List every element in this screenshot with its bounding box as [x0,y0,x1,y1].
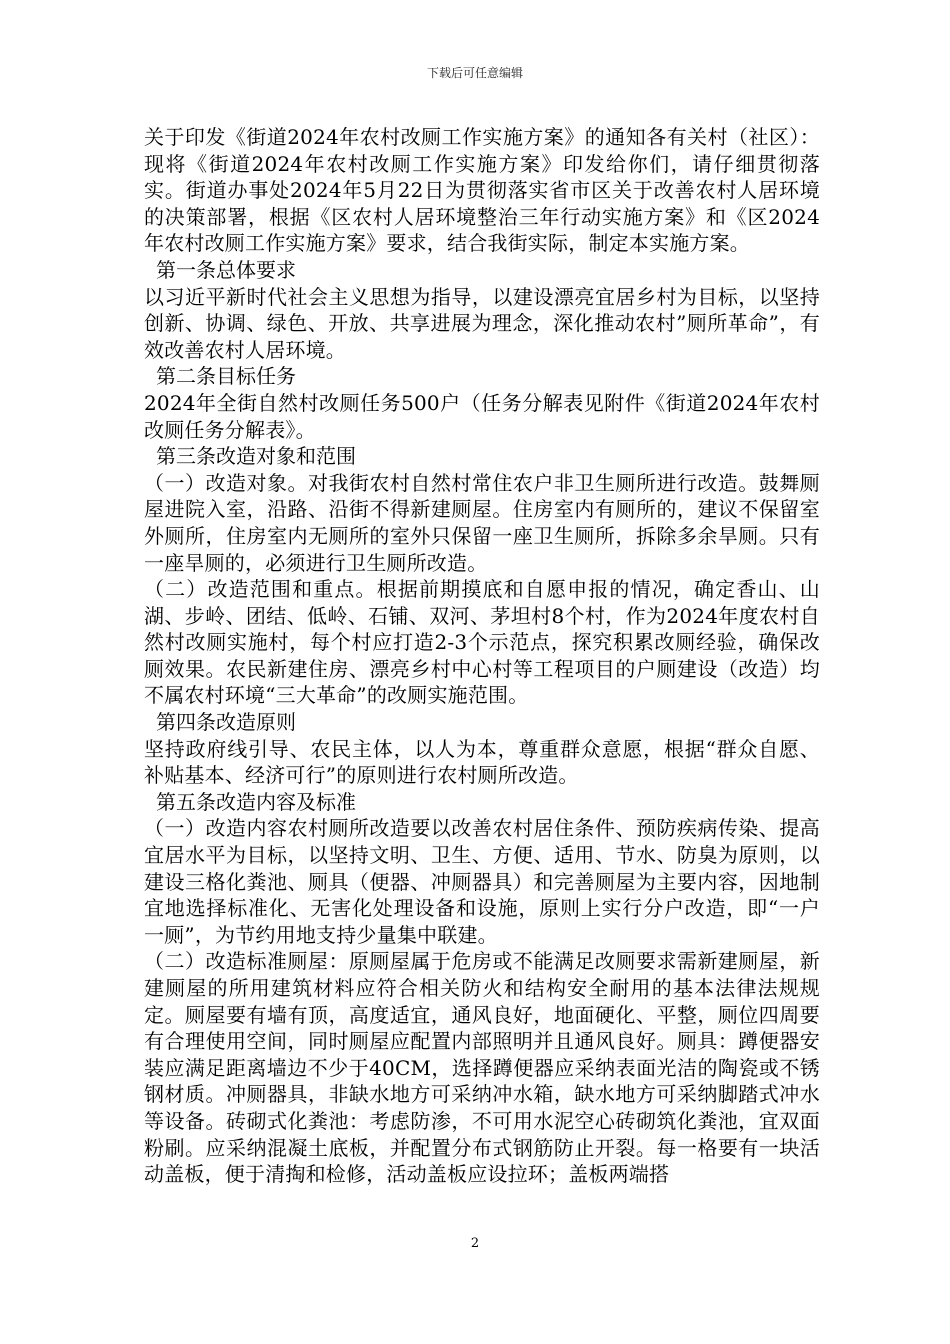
article-4-heading: 第四条改造原则 [156,710,296,735]
article-5-heading: 第五条改造内容及标准 [156,789,356,814]
article-2-paragraph: 2024年全街自然村改厕任务500户（任务分解表见附件《街道2024年农村改厕任务分解表》。 [144,390,820,442]
article-1-heading: 第一条总体要求 [156,257,296,282]
article-2-heading: 第二条目标任务 [156,364,296,389]
article-5-paragraph-2: （二）改造标准厕屋：原厕屋属于危房或不能满足改厕要求需新建厕屋，新建厕屋的所用建筑材料应符合相关防火和结构安全耐用的基本法律法规规定。厕屋要有墙有顶，高度适宜，通风良好，地面硬化、平整，厕位四周要有合理使用空间，同时厕屋应配置内部照明并且通风良好。厕具：蹲便器安装应满足距离墙边不少于40CM，选择蹲便器应采纳表面光洁的陶瓷或不锈钢材质。冲厕器具，非缺水地方可采纳冲水箱，缺水地方可采纳脚踏式冲水等设备。砖砌式化粪池：考虑防渗，不可用水泥空心砖砌筑化粪池，宜双面粉刷。应采纳混凝土底板，并配置分布式钢筋防止开裂。每一格要有一块活动盖板，便于清掏和检修，活动盖板应设拉环；盖板两端搭 [144,949,820,1187]
article-5-paragraph-1: （一）改造内容农村厕所改造要以改善农村居住条件、预防疾病传染、提高宜居水平为目标，以坚持文明、卫生、方便、适用、节水、防臭为原则，以建设三格化粪池、厕具（便器、冲厕器具）和完善厕屋为主要内容，因地制宜地选择标准化、无害化处理设备和设施，原则上实行分户改造，即“一户一厕”，为节约用地支持少量集中联建。 [144,816,820,947]
article-4-paragraph: 坚持政府线引导、农民主体，以人为本，尊重群众意愿，根据“群众自愿、补贴基本、经济可行”的原则进行农村厕所改造。 [144,736,820,788]
intro-paragraph: 关于印发《街道2024年农村改厕工作实施方案》的通知各有关村（社区）：现将《街道2024年农村改厕工作实施方案》印发给你们，请仔细贯彻落实。街道办事处2024年5月22日为贯彻落实省市区关于改善农村人居环境的决策部署，根据《区农村人居环境整治三年行动实施方案》和《区2024年农村改厕工作实施方案》要求，结合我街实际，制定本实施方案。 [144,125,820,256]
article-3-paragraph-2: （二）改造范围和重点。根据前期摸底和自愿申报的情况，确定香山、山湖、步岭、团结、低岭、石铺、双河、茅坦村8个村，作为2024年度农村自然村改厕实施村，每个村应打造2-3个示范点，探究积累改厕经验，确保改厕效果。农民新建住房、漂亮乡村中心村等工程项目的户厕建设（改造）均不属农村环境“三大革命”的改厕实施范围。 [144,577,820,708]
document-body [144,124,820,1188]
page-number: 2 [470,1236,480,1251]
article-1-paragraph: 以习近平新时代社会主义思想为指导，以建设漂亮宜居乡村为目标，以坚持创新、协调、绿色、开放、共享进展为理念，深化推动农村”厕所革命”，有效改善农村人居环境。 [144,284,820,362]
page-header-note: 下载后可任意编辑 [426,66,523,80]
article-3-heading: 第三条改造对象和范围 [156,444,356,469]
article-3-paragraph-1: （一）改造对象。对我街农村自然村常住农户非卫生厕所进行改造。鼓舞厕屋进院入室，沿路、沿街不得新建厕屋。住房室内有厕所的，建议不保留室外厕所，住房室内无厕所的室外只保留一座卫生厕所，拆除多余旱厕。只有一座旱厕的，必须进行卫生厕所改造。 [144,470,820,575]
